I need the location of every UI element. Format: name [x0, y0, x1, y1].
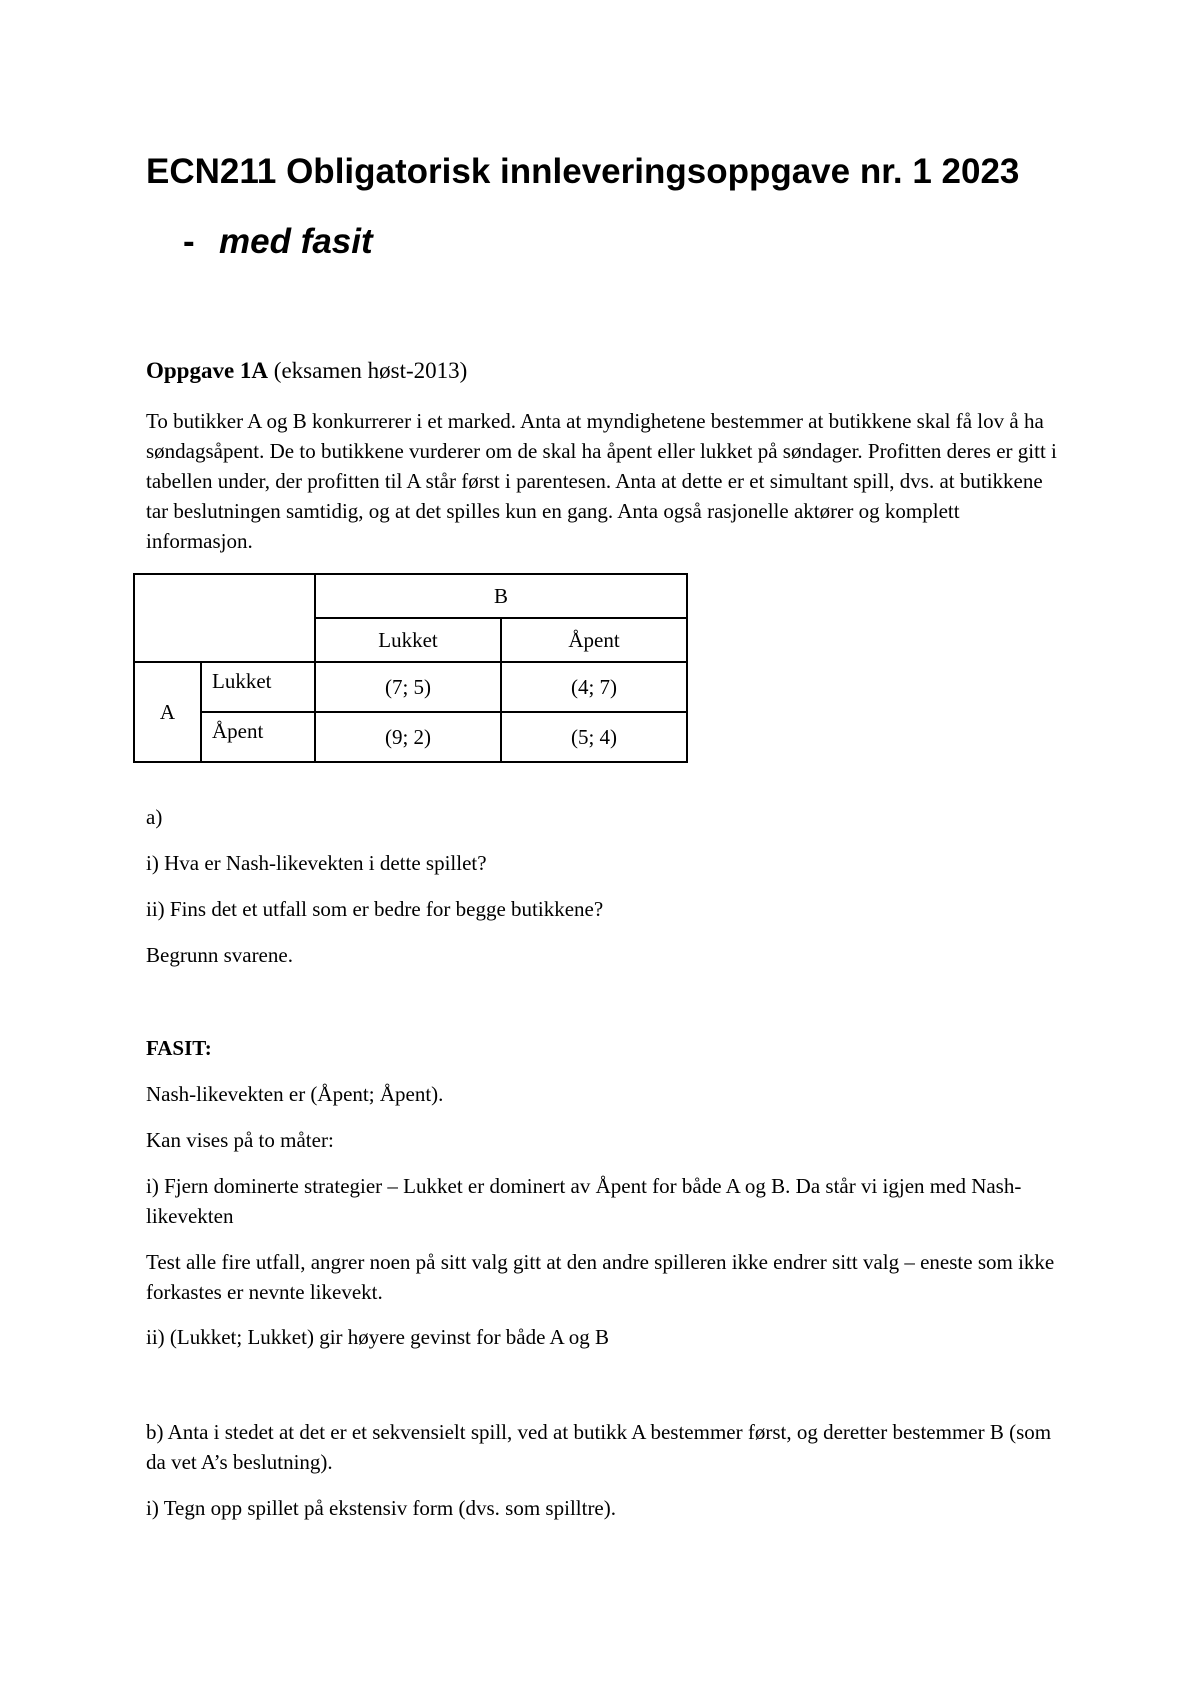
player-a-label: A [134, 662, 201, 762]
task-intro-paragraph: To butikker A og B konkurrerer i et marked. Anta at myndighetene bestemmer at butikkene skal få lov å ha søndagsåpent. De to butikkene vurderer om de skal ha åpent eller lukket på søndager. Profitten deres er gitt i tabellen under, der profitten til A står først i parentesen. Anta at dette er et simultant spill, dvs. at butikkene tar beslutningen samtidig, og at det spilles kun en gang. Anta også rasjonelle aktører og komplett informasjon. [146, 409, 1057, 553]
document-subtitle [183, 218, 373, 266]
fasit-line: Nash-likevekten er (Åpent; Åpent). [146, 1082, 444, 1106]
payoff-cell: (9; 2) [315, 712, 501, 762]
question-a-label: a) [146, 805, 163, 829]
payoff-cell: (5; 4) [501, 712, 687, 762]
fasit-label: FASIT: [146, 1036, 212, 1060]
fasit-line: Kan vises på to måter: [146, 1128, 334, 1152]
fasit-line: ii) (Lukket; Lukket) gir høyere gevinst for både A og B [146, 1325, 610, 1349]
question-b: b) Anta i stedet at det er et sekvensielt spill, ved at butikk A bestemmer først, og deretter bestemmer B (som da vet A’s beslutning). [146, 1420, 1052, 1474]
fasit-line: Test alle fire utfall, angrer noen på sitt valg gitt at den andre spilleren ikke endrer sitt valg – eneste som ikke forkastes er nevnte likevekt. [146, 1250, 1055, 1304]
payoff-cell: (4; 7) [501, 662, 687, 712]
question-a-justify: Begrunn svarene. [146, 943, 293, 967]
subtitle-dash: - [183, 222, 195, 261]
table-header-row [134, 574, 687, 618]
task-heading-rest: (eksamen høst-2013) [268, 358, 468, 383]
payoff-table [133, 573, 688, 763]
task-heading-bold: Oppgave 1A [146, 358, 269, 383]
table-row [134, 712, 687, 762]
question-a-i: i) Hva er Nash-likevekten i dette spillet? [146, 851, 487, 875]
question-a-ii: ii) Fins det et utfall som er bedre for begge butikkene? [146, 897, 604, 921]
task-heading [146, 356, 1066, 386]
subtitle-text: med fasit [219, 222, 373, 261]
a-strategy-apent: Åpent [201, 712, 315, 762]
table-corner-cell [134, 574, 315, 662]
b-strategy-apent: Åpent [501, 618, 687, 662]
document-title: ECN211 Obligatorisk innleveringsoppgave nr. 1 2023 [146, 152, 1020, 191]
fasit-line: i) Fjern dominerte strategier – Lukket er dominert av Åpent for både A og B. Da står vi igjen med Nash-likevekten [146, 1174, 1022, 1228]
player-b-label: B [315, 574, 687, 618]
b-strategy-lukket: Lukket [315, 618, 501, 662]
a-strategy-lukket: Lukket [201, 662, 315, 712]
table-row [134, 662, 687, 712]
payoff-cell: (7; 5) [315, 662, 501, 712]
question-b-i: i) Tegn opp spillet på ekstensiv form (dvs. som spilltre). [146, 1496, 616, 1520]
